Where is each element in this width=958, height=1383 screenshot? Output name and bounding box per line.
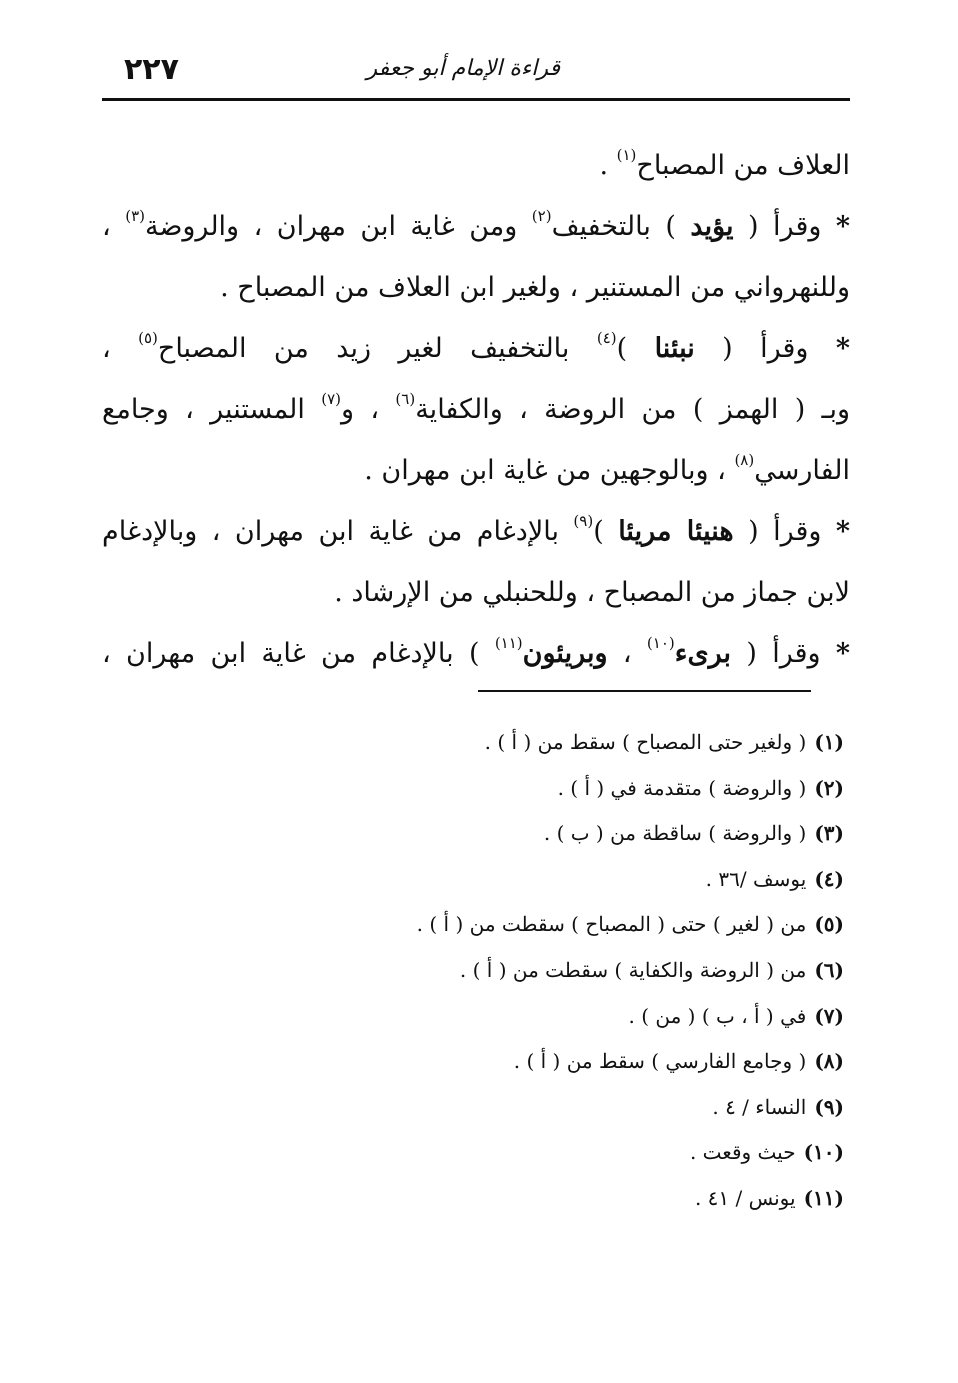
footnote	[102, 1039, 844, 1085]
footnote-ref: (٥)	[138, 329, 158, 347]
footnote-text: في ( أ ، ب ) ( من ) .	[628, 1003, 807, 1028]
footnote-text: يوسف /٣٦ .	[705, 866, 807, 891]
footnote-text: ( ولغير حتى المصباح ) سقط من ( أ ) .	[484, 730, 807, 754]
footnote-ref: (٩)	[573, 512, 594, 530]
text-segment: وللنهرواني من المستنير ، ولغير ابن العلاف من المصباح .	[220, 272, 850, 303]
text-segment: وقرأ (	[694, 333, 836, 364]
paragraph-marker: *	[835, 638, 850, 669]
text-segment: )	[593, 516, 619, 547]
footnote-ref: (٢)	[531, 207, 552, 225]
quranic-word: يؤيد	[690, 211, 734, 242]
footnote-separator	[478, 690, 811, 692]
footnote	[102, 948, 844, 994]
text-segment: لابن جماز من المصباح ، وللحنبلي من الإرشاد .	[334, 577, 850, 608]
footnote-number: (٥)	[814, 912, 844, 937]
text-segment: ) بالإدغام من غاية ابن مهران ،	[102, 638, 495, 669]
text-segment: وقرأ (	[733, 211, 836, 242]
text-segment: المستنير ، وجامع	[102, 394, 322, 425]
text-segment: ،	[102, 333, 139, 364]
page-number: ٢٢٧	[124, 52, 179, 87]
quranic-word: برىء	[674, 638, 732, 669]
text-segment: الفارسي	[754, 455, 850, 486]
main-text	[102, 135, 850, 684]
quranic-word: وبريئون	[522, 638, 608, 669]
text-segment: وقرأ (	[731, 638, 836, 669]
footnote-ref: (٣)	[125, 207, 145, 225]
page-header	[102, 42, 850, 100]
text-segment: )	[616, 333, 655, 364]
text-line	[102, 440, 850, 501]
footnote	[102, 857, 844, 903]
footnote-number: (٩)	[814, 1094, 844, 1119]
text-segment: ،	[102, 211, 126, 242]
text-segment: بالإدغام من غاية ابن مهران ، وبالإدغام	[102, 516, 574, 547]
footnote-ref: (٦)	[395, 390, 416, 408]
footnote-ref: (٧)	[321, 390, 342, 408]
quranic-word: نبئنا	[654, 333, 695, 364]
footnote-text: حيث وقعت .	[689, 1140, 796, 1165]
text-segment: ) بالتخفيف	[551, 211, 691, 242]
footnote	[102, 1085, 844, 1131]
running-title: قراءة الإمام أبو جعفر	[366, 56, 560, 81]
footnote-number: (٦)	[814, 957, 844, 982]
footnote-number: (٤)	[814, 866, 844, 891]
footnote	[102, 720, 844, 766]
footnote-text: النساء / ٤ .	[712, 1094, 807, 1119]
footnote-text: من ( لغير ) حتى ( المصباح ) سقطت من ( أ ) .	[416, 912, 807, 937]
footnote-text: ( والروضة ) متقدمة في ( أ ) .	[557, 775, 807, 800]
footnote-text: ( والروضة ) ساقطة من ( ب ) .	[543, 821, 807, 846]
text-line	[102, 318, 850, 379]
text-line	[102, 623, 850, 684]
footnote-text: من ( الروضة والكفاية ) سقطت من ( أ ) .	[459, 957, 807, 982]
footnote	[102, 766, 844, 812]
text-segment: وقرأ (	[733, 516, 836, 547]
footnote-number: (٨)	[814, 1049, 844, 1074]
footnote	[102, 811, 844, 857]
text-segment: العلاف من المصباح	[636, 150, 850, 181]
footnote-number: (١)	[814, 730, 844, 754]
footnote-text: ( وجامع الفارسي ) سقط من ( أ ) .	[513, 1049, 807, 1074]
text-segment: بالتخفيف لغير زيد من المصباح	[157, 333, 597, 364]
footnote-ref: (٨)	[734, 451, 755, 469]
text-line	[102, 196, 850, 257]
footnote-ref: (١)	[616, 146, 637, 164]
footnote-ref: (٤)	[596, 329, 617, 347]
text-line	[102, 501, 850, 562]
text-segment: ، وبالوجهين من غاية ابن مهران .	[364, 455, 735, 486]
text-line	[102, 379, 850, 440]
footnote-number: (١١)	[803, 1185, 844, 1210]
paragraph-marker: *	[835, 333, 850, 364]
quranic-word: هنيئا مريئا	[618, 516, 734, 547]
text-line	[102, 562, 850, 623]
header-rule	[102, 98, 850, 101]
footnote-number: (٣)	[814, 821, 844, 846]
paragraph-marker: *	[835, 211, 850, 242]
text-line	[102, 257, 850, 318]
text-line	[102, 135, 850, 196]
text-segment: ومن غاية ابن مهران ، والروضة	[144, 211, 532, 242]
footnote-number: (٧)	[814, 1003, 844, 1028]
footnote-number: (٢)	[814, 775, 844, 800]
footnotes	[102, 720, 844, 1222]
footnote	[102, 902, 844, 948]
footnote-ref: (١٠)	[646, 634, 675, 652]
paragraph-marker: *	[835, 516, 850, 547]
text-segment: وبـ ( الهمز ) من الروضة ، والكفاية	[415, 394, 850, 425]
footnote-number: (١٠)	[803, 1140, 844, 1165]
text-segment: .	[599, 150, 617, 181]
footnote-ref: (١١)	[494, 634, 523, 652]
footnote	[102, 1176, 844, 1222]
footnote	[102, 994, 844, 1040]
text-segment: ، و	[341, 394, 396, 425]
footnote	[102, 1130, 844, 1176]
text-segment: ،	[607, 638, 647, 669]
footnote-text: يونس / ٤١ .	[694, 1185, 796, 1210]
